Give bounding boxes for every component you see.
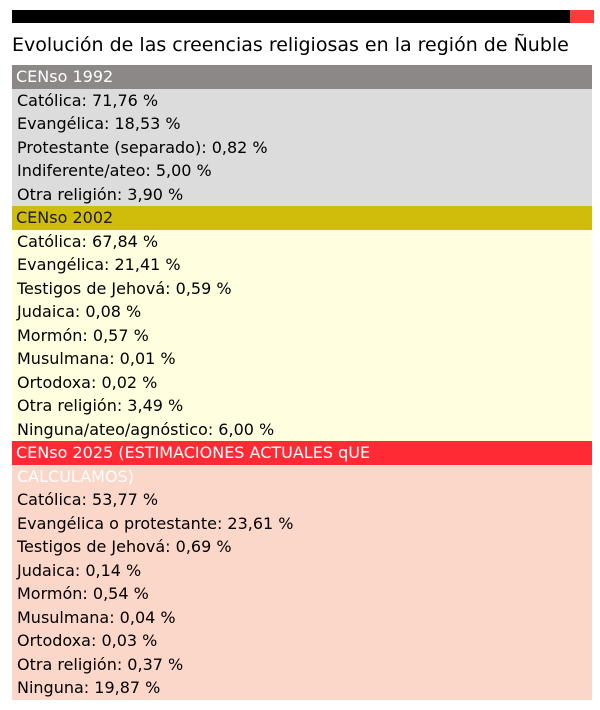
- list-item: Testigos de Jehová: 0,69 %: [17, 537, 232, 556]
- census-2002-section: [12, 206, 592, 441]
- list-item: Ortodoxa: 0,03 %: [17, 631, 158, 650]
- list-item: Otra religión: 3,49 %: [17, 396, 184, 415]
- list-item: Testigos de Jehová: 0,59 %: [17, 278, 232, 298]
- list-item: Musulmana: 0,01 %: [17, 349, 176, 368]
- list-item: Judaica: 0,08 %: [17, 302, 142, 321]
- census-list: [12, 65, 592, 700]
- census-2025-section: [12, 441, 592, 700]
- list-item: Indiferente/ateo: 5,00 %: [17, 161, 212, 180]
- list-item: Musulmana: 0,04 %: [17, 607, 176, 627]
- list-item: Católica: 53,77 %: [17, 490, 159, 509]
- top-bar: [12, 10, 594, 23]
- census-2025-header: CENso 2025 (ESTIMACIONES ACTUALES qUE: [12, 441, 592, 465]
- list-item: Otra religión: 3,90 %: [17, 184, 184, 204]
- list-item: Evangélica o protestante: 23,61 %: [17, 513, 294, 533]
- census-1992-body: [12, 89, 592, 207]
- list-item: Católica: 67,84 %: [17, 231, 159, 251]
- page-title: Evolución de las creencias religiosas en la región de Ñuble: [12, 34, 569, 56]
- list-item: Otra religión: 0,37 %: [17, 654, 184, 674]
- census-1992-section: [12, 65, 592, 206]
- list-item: Ninguna/ateo/agnóstico: 6,00 %: [17, 419, 275, 439]
- list-item: Católica: 71,76 %: [17, 90, 159, 110]
- list-item: Ortodoxa: 0,02 %: [17, 372, 158, 392]
- census-2025-header-continuation: CALCULAMOS): [17, 466, 134, 486]
- list-item: Mormón: 0,57 %: [17, 325, 149, 345]
- top-bar-accent: [570, 10, 594, 23]
- census-2002-header: CENso 2002: [12, 206, 592, 230]
- census-1992-header: CENso 1992: [12, 65, 592, 89]
- list-item: Protestante (separado): 0,82 %: [17, 137, 268, 157]
- list-item: Mormón: 0,54 %: [17, 584, 149, 603]
- list-item: Evangélica: 21,41 %: [17, 255, 181, 274]
- list-item: Evangélica: 18,53 %: [17, 114, 181, 133]
- list-item: Ninguna: 19,87 %: [17, 678, 161, 697]
- census-2002-body: [12, 230, 592, 442]
- list-item: Judaica: 0,14 %: [17, 560, 142, 580]
- census-2025-body: [12, 465, 592, 700]
